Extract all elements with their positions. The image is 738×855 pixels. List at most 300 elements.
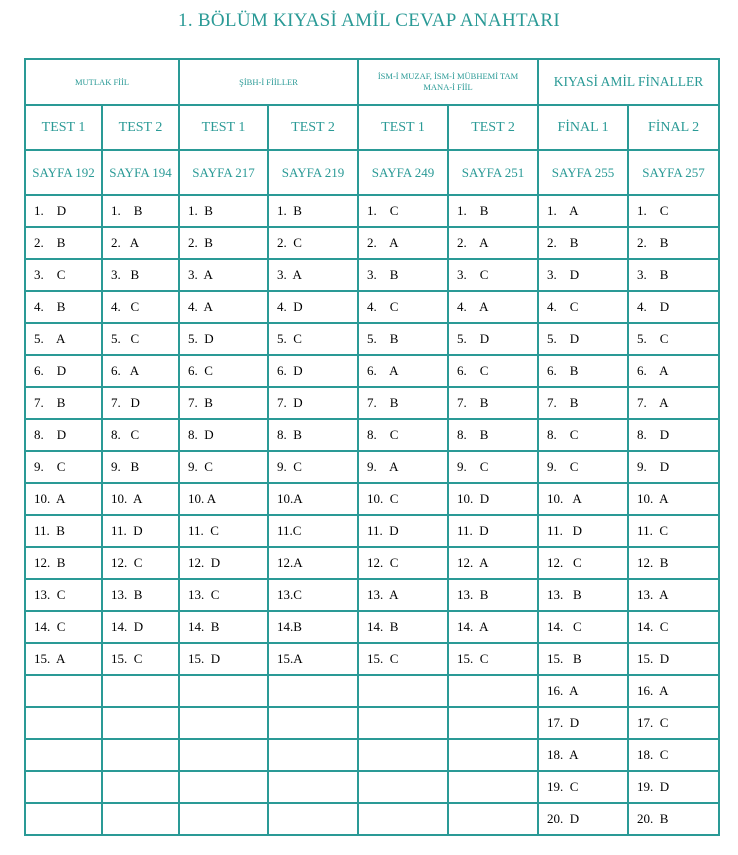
- answer-text: 8. D: [188, 427, 214, 442]
- answer-text: 14. B: [188, 619, 220, 634]
- answer-text: 6. B: [547, 363, 579, 378]
- answer-text: 9. C: [457, 459, 489, 474]
- answer-text: 8. C: [547, 427, 579, 442]
- answer-text: 15. D: [637, 651, 670, 666]
- answer-cell: [102, 771, 179, 803]
- section-header-cell: [25, 59, 179, 105]
- answer-cell: [102, 227, 179, 259]
- answer-text: 13. B: [111, 587, 143, 602]
- answer-row: [25, 195, 719, 227]
- answer-cell: [538, 579, 628, 611]
- answer-cell: [358, 387, 448, 419]
- answer-cell: [538, 771, 628, 803]
- answer-text: 13. C: [34, 587, 66, 602]
- answer-cell: [448, 771, 538, 803]
- answer-text: 10. C: [367, 491, 399, 506]
- answer-row: [25, 771, 719, 803]
- page-number-label: SAYFA 249: [358, 150, 448, 195]
- answer-text: 6. D: [34, 363, 67, 378]
- answer-cell: [102, 803, 179, 835]
- answer-cell: [358, 579, 448, 611]
- answer-text: 6. C: [457, 363, 489, 378]
- answer-text: 14. C: [637, 619, 669, 634]
- answer-text: 11. D: [367, 523, 399, 538]
- test-label: TEST 2: [448, 105, 538, 150]
- answer-text: 2. A: [457, 235, 489, 250]
- answer-text: 9. C: [547, 459, 579, 474]
- answer-text: 6. A: [367, 363, 399, 378]
- answer-cell: [25, 547, 102, 579]
- answer-row: [25, 483, 719, 515]
- answer-text: 11.C: [277, 523, 302, 538]
- answer-cell: [268, 323, 358, 355]
- answer-cell: [179, 771, 268, 803]
- answer-cell: [538, 803, 628, 835]
- answer-text: 18. C: [637, 747, 669, 762]
- answer-cell: [448, 323, 538, 355]
- answer-cell: [538, 707, 628, 739]
- answer-cell: [102, 419, 179, 451]
- answer-cell: [628, 483, 719, 515]
- answer-cell: [102, 707, 179, 739]
- section-header-cell: [538, 59, 719, 105]
- answer-row: [25, 259, 719, 291]
- answer-cell: [25, 387, 102, 419]
- answer-text: 14. C: [547, 619, 582, 634]
- answer-text: 11. C: [188, 523, 219, 538]
- answer-cell: [268, 771, 358, 803]
- answer-text: 10. A: [547, 491, 582, 506]
- answer-text: 7. B: [188, 395, 213, 410]
- answer-cell: [25, 355, 102, 387]
- test-label: TEST 2: [102, 105, 179, 150]
- answer-text: 5. C: [111, 331, 140, 346]
- answer-cell: [25, 707, 102, 739]
- answer-cell: [448, 195, 538, 227]
- answer-cell: [538, 739, 628, 771]
- answer-text: 7. D: [111, 395, 140, 410]
- answer-text: 9. C: [34, 459, 66, 474]
- answer-text: 1. D: [34, 203, 67, 218]
- answer-text: 4. A: [457, 299, 489, 314]
- answer-cell: [179, 355, 268, 387]
- answer-cell: [179, 579, 268, 611]
- answer-cell: [25, 259, 102, 291]
- answer-cell: [268, 387, 358, 419]
- answer-text: 5. D: [188, 331, 214, 346]
- answer-cell: [628, 707, 719, 739]
- answer-text: 20. D: [547, 811, 580, 826]
- answer-cell: [102, 739, 179, 771]
- answer-cell: [25, 323, 102, 355]
- answer-text: 3. C: [457, 267, 489, 282]
- answer-text: 13. B: [457, 587, 489, 602]
- answer-text: 3. A: [277, 267, 302, 282]
- answer-cell: [179, 195, 268, 227]
- answer-cell: [102, 643, 179, 675]
- answer-text: 4. D: [277, 299, 303, 314]
- answer-text: 8. C: [367, 427, 399, 442]
- answer-text: 11. D: [111, 523, 143, 538]
- answer-text: 4. C: [547, 299, 579, 314]
- answer-cell: [538, 419, 628, 451]
- answer-cell: [25, 419, 102, 451]
- answer-text: 12. B: [34, 555, 66, 570]
- answer-cell: [538, 547, 628, 579]
- answer-cell: [358, 739, 448, 771]
- answer-text: 3. A: [188, 267, 213, 282]
- section-header-cell: [358, 59, 538, 105]
- answer-text: 9. D: [637, 459, 670, 474]
- page-number-label: SAYFA 194: [102, 150, 179, 195]
- answer-cell: [628, 451, 719, 483]
- answer-text: 10. A: [188, 491, 217, 506]
- answer-cell: [268, 611, 358, 643]
- answer-cell: [358, 483, 448, 515]
- answer-text: 1. C: [637, 203, 669, 218]
- answer-text: 4. B: [34, 299, 66, 314]
- answer-cell: [102, 387, 179, 419]
- answer-cell: [448, 451, 538, 483]
- answer-cell: [268, 355, 358, 387]
- answer-cell: [102, 451, 179, 483]
- answer-cell: [102, 675, 179, 707]
- answer-text: 13.C: [277, 587, 302, 602]
- answer-cell: [268, 259, 358, 291]
- answer-cell: [628, 515, 719, 547]
- answer-text: 11. D: [547, 523, 582, 538]
- answer-text: 13. B: [547, 587, 582, 602]
- section-header-row: [25, 59, 719, 105]
- answer-text: 1. B: [457, 203, 489, 218]
- answer-cell: [25, 803, 102, 835]
- answer-text: 7. A: [637, 395, 669, 410]
- answer-key-table: [24, 58, 720, 836]
- answer-cell: [102, 547, 179, 579]
- test-label: FİNAL 1: [538, 105, 628, 150]
- answer-cell: [448, 611, 538, 643]
- answer-cell: [358, 419, 448, 451]
- answer-cell: [358, 195, 448, 227]
- answer-cell: [358, 803, 448, 835]
- answer-cell: [358, 675, 448, 707]
- answer-cell: [448, 707, 538, 739]
- answer-text: 12.A: [277, 555, 303, 570]
- answer-cell: [538, 483, 628, 515]
- answer-cell: [179, 803, 268, 835]
- answer-cell: [538, 643, 628, 675]
- answer-cell: [25, 195, 102, 227]
- answer-text: 14. B: [367, 619, 399, 634]
- test-label: TEST 1: [179, 105, 268, 150]
- answer-text: 9. C: [188, 459, 213, 474]
- answer-cell: [628, 419, 719, 451]
- answer-cell: [538, 611, 628, 643]
- answer-text: 9. B: [111, 459, 140, 474]
- answer-cell: [358, 451, 448, 483]
- answer-cell: [448, 483, 538, 515]
- answer-cell: [538, 291, 628, 323]
- answer-text: 7. B: [34, 395, 66, 410]
- answer-cell: [179, 675, 268, 707]
- answer-cell: [448, 291, 538, 323]
- answer-cell: [628, 259, 719, 291]
- answer-cell: [358, 323, 448, 355]
- answer-row: [25, 675, 719, 707]
- section-finaller-label: KIYASİ AMİL FİNALLER: [553, 74, 704, 89]
- answer-text: 20. B: [637, 811, 669, 826]
- answer-text: 3. D: [547, 267, 580, 282]
- answer-cell: [25, 771, 102, 803]
- answer-cell: [448, 675, 538, 707]
- answer-cell: [628, 643, 719, 675]
- answer-cell: [268, 291, 358, 323]
- test-label: TEST 2: [268, 105, 358, 150]
- answer-cell: [628, 291, 719, 323]
- answer-text: 3. B: [367, 267, 399, 282]
- answer-key-body: [25, 59, 719, 835]
- answer-row: [25, 515, 719, 547]
- answer-cell: [268, 483, 358, 515]
- answer-cell: [358, 547, 448, 579]
- test-label: TEST 1: [358, 105, 448, 150]
- answer-cell: [268, 515, 358, 547]
- answer-text: 2. A: [111, 235, 140, 250]
- answer-text: 7. B: [457, 395, 489, 410]
- answer-cell: [102, 291, 179, 323]
- answer-cell: [628, 739, 719, 771]
- answer-cell: [102, 515, 179, 547]
- answer-text: 1. B: [277, 203, 302, 218]
- answer-cell: [358, 707, 448, 739]
- answer-cell: [25, 291, 102, 323]
- answer-text: 11. B: [34, 523, 65, 538]
- answer-text: 16. A: [637, 683, 669, 698]
- answer-cell: [179, 739, 268, 771]
- answer-text: 1. C: [367, 203, 399, 218]
- answer-text: 7. B: [547, 395, 579, 410]
- answer-text: 14.B: [277, 619, 302, 634]
- answer-text: 2. B: [34, 235, 66, 250]
- answer-cell: [102, 195, 179, 227]
- answer-cell: [25, 739, 102, 771]
- answer-row: [25, 739, 719, 771]
- answer-text: 7. D: [277, 395, 303, 410]
- answer-text: 2. B: [637, 235, 669, 250]
- test-label: TEST 1: [25, 105, 102, 150]
- answer-text: 5. B: [367, 331, 399, 346]
- answer-row: [25, 451, 719, 483]
- answer-text: 3. C: [34, 267, 66, 282]
- answer-cell: [102, 323, 179, 355]
- answer-cell: [268, 739, 358, 771]
- answer-cell: [25, 579, 102, 611]
- answer-text: 15. C: [457, 651, 489, 666]
- answer-text: 10. A: [111, 491, 143, 506]
- answer-text: 1. B: [188, 203, 213, 218]
- answer-row: [25, 323, 719, 355]
- answer-text: 5. D: [457, 331, 490, 346]
- answer-text: 13. A: [367, 587, 399, 602]
- answer-text: 15. C: [367, 651, 399, 666]
- answer-text: 8. C: [111, 427, 140, 442]
- answer-cell: [268, 643, 358, 675]
- answer-cell: [628, 771, 719, 803]
- answer-cell: [358, 643, 448, 675]
- answer-cell: [448, 419, 538, 451]
- answer-text: 17. D: [547, 715, 580, 730]
- answer-cell: [538, 259, 628, 291]
- answer-cell: [102, 611, 179, 643]
- answer-row: [25, 707, 719, 739]
- answer-text: 6. C: [188, 363, 213, 378]
- answer-cell: [25, 451, 102, 483]
- answer-text: 6. D: [277, 363, 303, 378]
- page-number-label: SAYFA 251: [448, 150, 538, 195]
- page-number-label: SAYFA 217: [179, 150, 268, 195]
- answer-text: 3. B: [111, 267, 140, 282]
- answer-text: 14. A: [457, 619, 489, 634]
- answer-text: 5. C: [637, 331, 669, 346]
- answer-cell: [538, 515, 628, 547]
- answer-text: 9. A: [367, 459, 399, 474]
- answer-text: 10. D: [457, 491, 490, 506]
- answer-text: 15. A: [34, 651, 66, 666]
- answer-cell: [448, 579, 538, 611]
- answer-text: 1. A: [547, 203, 579, 218]
- answer-cell: [179, 515, 268, 547]
- answer-cell: [628, 355, 719, 387]
- answer-cell: [538, 323, 628, 355]
- section-ism-i-muzaf-label: İSM-İ MUZAF, İSM-İ MÜBHEMİ TAM MANA-İ FİİL: [377, 71, 519, 92]
- answer-cell: [25, 643, 102, 675]
- answer-text: 6. A: [637, 363, 669, 378]
- answer-text: 3. B: [637, 267, 669, 282]
- answer-text: 7. B: [367, 395, 399, 410]
- section-sibh-i-fiiller-label: ŞİBH-İ FİİLLER: [239, 76, 298, 87]
- answer-cell: [268, 227, 358, 259]
- answer-cell: [179, 643, 268, 675]
- answer-text: 10. A: [34, 491, 66, 506]
- answer-text: 12. C: [367, 555, 399, 570]
- answer-text: 15. C: [111, 651, 143, 666]
- answer-text: 19. C: [547, 779, 579, 794]
- answer-text: 17. C: [637, 715, 669, 730]
- answer-text: 15.A: [277, 651, 303, 666]
- answer-text: 11. D: [457, 523, 489, 538]
- answer-cell: [268, 707, 358, 739]
- answer-cell: [538, 355, 628, 387]
- answer-cell: [179, 259, 268, 291]
- answer-text: 14. C: [34, 619, 66, 634]
- answer-text: 10.A: [277, 491, 303, 506]
- answer-cell: [628, 803, 719, 835]
- answer-cell: [179, 483, 268, 515]
- answer-cell: [448, 387, 538, 419]
- answer-row: [25, 355, 719, 387]
- answer-cell: [358, 771, 448, 803]
- answer-cell: [102, 579, 179, 611]
- answer-cell: [628, 387, 719, 419]
- answer-cell: [102, 355, 179, 387]
- answer-cell: [179, 387, 268, 419]
- answer-cell: [448, 803, 538, 835]
- answer-cell: [179, 291, 268, 323]
- answer-text: 15. D: [188, 651, 221, 666]
- answer-cell: [358, 515, 448, 547]
- answer-cell: [538, 387, 628, 419]
- answer-cell: [448, 259, 538, 291]
- answer-text: 10. A: [637, 491, 669, 506]
- answer-row: [25, 579, 719, 611]
- answer-cell: [538, 227, 628, 259]
- answer-text: 16. A: [547, 683, 579, 698]
- answer-text: 4. C: [367, 299, 399, 314]
- answer-text: 14. D: [111, 619, 144, 634]
- answer-text: 12. A: [457, 555, 489, 570]
- page-number-label: SAYFA 257: [628, 150, 719, 195]
- answer-cell: [179, 707, 268, 739]
- answer-cell: [628, 227, 719, 259]
- answer-cell: [25, 611, 102, 643]
- answer-cell: [448, 227, 538, 259]
- answer-cell: [538, 451, 628, 483]
- answer-cell: [448, 739, 538, 771]
- answer-row: [25, 803, 719, 835]
- answer-cell: [628, 675, 719, 707]
- answer-text: 19. D: [637, 779, 670, 794]
- answer-cell: [268, 195, 358, 227]
- answer-text: 13. C: [188, 587, 220, 602]
- answer-text: 12. B: [637, 555, 669, 570]
- answer-cell: [448, 355, 538, 387]
- answer-text: 5. C: [277, 331, 302, 346]
- answer-row: [25, 387, 719, 419]
- answer-cell: [268, 803, 358, 835]
- answer-text: 12. C: [547, 555, 582, 570]
- answer-cell: [179, 227, 268, 259]
- test-header-row: [25, 105, 719, 150]
- answer-cell: [628, 195, 719, 227]
- answer-cell: [538, 675, 628, 707]
- answer-text: 18. A: [547, 747, 579, 762]
- answer-cell: [268, 675, 358, 707]
- answer-cell: [358, 291, 448, 323]
- answer-text: 13. A: [637, 587, 669, 602]
- answer-text: 8. B: [277, 427, 302, 442]
- answer-text: 4. C: [111, 299, 140, 314]
- answer-cell: [102, 483, 179, 515]
- answer-text: 12. C: [111, 555, 143, 570]
- answer-cell: [628, 611, 719, 643]
- answer-cell: [358, 355, 448, 387]
- answer-cell: [448, 547, 538, 579]
- answer-cell: [25, 675, 102, 707]
- page-title: 1. BÖLÜM KIYASİ AMİL CEVAP ANAHTARI: [178, 10, 560, 31]
- answer-cell: [358, 259, 448, 291]
- section-mutlak-fiil-label: MUTLAK FİİL: [74, 76, 130, 87]
- answer-text: 4. A: [188, 299, 213, 314]
- answer-cell: [268, 547, 358, 579]
- answer-cell: [179, 451, 268, 483]
- answer-cell: [358, 611, 448, 643]
- answer-cell: [25, 227, 102, 259]
- page-number-label: SAYFA 192: [25, 150, 102, 195]
- answer-row: [25, 547, 719, 579]
- answer-text: 8. D: [637, 427, 670, 442]
- answer-text: 5. D: [547, 331, 580, 346]
- page-header-row: [25, 150, 719, 195]
